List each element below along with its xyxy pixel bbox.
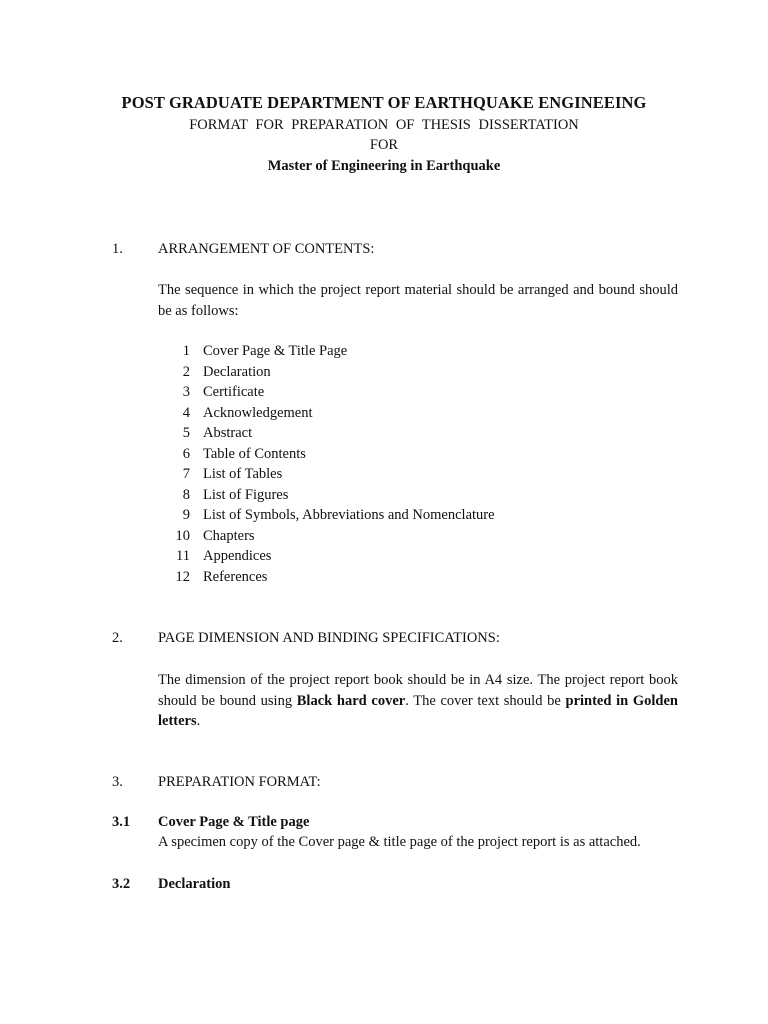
list-item-number: 2 <box>182 363 190 380</box>
list-item <box>158 444 495 465</box>
list-item-number: 6 <box>182 445 190 462</box>
list-item-number: 1 <box>182 343 190 359</box>
for-title: FOR <box>369 137 399 153</box>
emphasis-text: Black hard cover <box>296 692 406 709</box>
section-2-heading: PAGE DIMENSION AND BINDING SPECIFICATIONS: <box>158 630 500 646</box>
list-item <box>158 341 495 362</box>
list-item <box>158 567 495 588</box>
section-3-number: 3. <box>112 774 123 790</box>
list-item-label: Abstract <box>203 425 253 441</box>
list-item-label: Appendices <box>203 548 272 564</box>
degree-title: Master of Engineering in Earthquake <box>267 158 501 174</box>
list-item-label: List of Tables <box>203 466 283 482</box>
list-item-label: Certificate <box>203 384 265 400</box>
list-item-label: Acknowledgement <box>203 404 313 421</box>
list-item-number: 8 <box>182 486 190 503</box>
subsection-3-1-heading: Cover Page & Title page <box>158 814 310 830</box>
list-item-label: References <box>203 568 268 585</box>
list-item-label: List of Symbols, Abbreviations and Nomenclature <box>203 507 495 523</box>
paragraph-text: The dimension of the project report book should be in A4 size. The project report book should be bound using <box>158 672 678 709</box>
list-item-number: 7 <box>182 466 190 482</box>
list-item-number: 4 <box>182 404 190 421</box>
list-item <box>158 382 495 403</box>
list-item-number: 11 <box>176 548 190 564</box>
list-item <box>158 485 495 506</box>
list-item <box>158 423 495 444</box>
paragraph-text: . <box>196 713 201 729</box>
list-item-number: 12 <box>175 568 190 585</box>
list-item-label: Chapters <box>203 527 255 544</box>
subsection-3-1-number: 3.1 <box>112 814 131 830</box>
format-title: FORMAT FOR PREPARATION OF THESIS DISSERTATION <box>189 117 579 133</box>
subsection-3-2-heading: Declaration <box>158 876 231 892</box>
list-item <box>158 526 495 547</box>
list-item <box>158 505 495 526</box>
list-item-number: 9 <box>182 507 190 523</box>
section-2-number: 2. <box>112 630 123 646</box>
subsection-3-1-text: A specimen copy of the Cover page & title page of the project report is as attached. <box>158 834 641 850</box>
section-1-heading: ARRANGEMENT OF CONTENTS: <box>158 241 375 257</box>
list-item-label: Declaration <box>203 363 271 380</box>
contents-list <box>158 341 495 587</box>
emphasis-text: printed in Golden letters <box>158 692 678 729</box>
section-1-intro: The sequence in which the project report material should be arranged and bound should be as follows: <box>158 282 678 319</box>
section-1-number: 1. <box>112 241 123 257</box>
list-item-number: 3 <box>182 384 190 400</box>
list-item-label: List of Figures <box>203 486 289 503</box>
section-2-paragraph <box>158 670 678 732</box>
list-item-label: Cover Page & Title Page <box>203 343 348 359</box>
list-item <box>158 403 495 424</box>
department-title: POST GRADUATE DEPARTMENT OF EARTHQUAKE ENGINEEING <box>121 93 647 112</box>
section-3-heading: PREPARATION FORMAT: <box>158 774 321 790</box>
list-item-number: 5 <box>182 425 190 441</box>
list-item <box>158 464 495 485</box>
subsection-3-2-number: 3.2 <box>112 876 131 892</box>
list-item-number: 10 <box>175 527 190 544</box>
list-item-label: Table of Contents <box>203 445 306 462</box>
list-item <box>158 362 495 383</box>
paragraph-text: . The cover text should be <box>405 692 566 709</box>
list-item <box>158 546 495 567</box>
